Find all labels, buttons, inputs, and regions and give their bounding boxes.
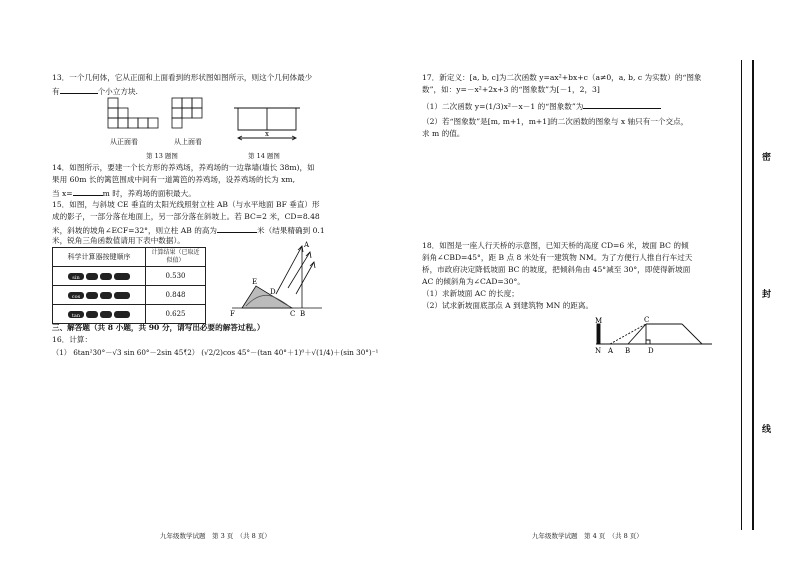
key-icon (100, 292, 112, 299)
key-icon (114, 273, 130, 280)
q13-line1: 13．一个几何体，它从正面和上面看到的形状图如图所示，则这个几何体最少 (52, 73, 313, 82)
key-icon (114, 292, 130, 299)
svg-text:N: N (595, 347, 602, 355)
table-row: sin 0.530 (53, 267, 206, 286)
svg-text:B: B (625, 347, 631, 355)
left-page (0, 0, 390, 561)
figure-13-top-view (172, 98, 212, 138)
key-icon (86, 292, 98, 299)
answer-blank-14[interactable] (73, 186, 103, 196)
q14-line3: 当 x= m 时，养鸡场的面积最大。 (52, 186, 196, 200)
svg-text:A: A (608, 347, 614, 355)
seal-xian: 线 (762, 425, 772, 435)
calculator-table (52, 247, 206, 324)
seal-feng: 封 (762, 290, 772, 300)
figure-14-chicken-coop (234, 106, 300, 146)
key-fn: sin (68, 273, 84, 280)
key-fn: cos (68, 292, 84, 299)
fig14-x-label: x (265, 130, 269, 138)
svg-text:D: D (270, 288, 276, 296)
q15-line1: 15．如图，与斜坡 CE 垂直的太阳光线照射立柱 AB（与水平地面 BF 垂直）形 (52, 200, 320, 209)
q18-line1: 18．如图是一座人行天桥的示意图，已知天桥的高度 CD=6 米，坡面 BC 的倾 (422, 241, 689, 250)
q18-line2: 斜角∠CBD=45°，距 B 点 8 米处有一建筑物 NM。为了方便行人推自行车过天 (422, 253, 693, 262)
q18-line3: 桥，市政府决定降低坡面 BC 的坡度，把倾斜角由 45°减至 30°，即使得新坡面 (422, 265, 691, 274)
figure-18-footbridge (594, 314, 714, 356)
q17-part2: （2）若“图象数”是[m, m+1，m+1]的二次函数的图象与 x 轴只有一个交点， (422, 117, 689, 126)
q17-line1: 17．新定义：[a, b, c]为二次函数 y=ax²+bx+c（a≠0，a, b, c 为实数）的“图象 (422, 73, 702, 82)
q13-line2: 有 个小立方块. (52, 84, 138, 98)
q18-part2: （2）试求新坡面底部点 A 到建筑物 MN 的距离。 (422, 301, 594, 310)
table-header-result: 计算结果（已取近似值） (146, 248, 206, 267)
q18-part1: （1）求新坡面 AC 的长度； (422, 289, 519, 298)
seal-line-inner (741, 60, 742, 530)
svg-text:F: F (230, 310, 235, 318)
left-footer: 九年级数学试题 第 3 页 （共 8 页） (160, 532, 271, 540)
q16-part2: （2） (√2/2)cos 45°－(tan 40°＋1)⁰＋√(1/4)＋(sin 30°)⁻¹ (180, 348, 379, 357)
table-row: cos 0.848 (53, 286, 206, 305)
seal-line-outer (752, 60, 754, 530)
q17-line2: 数”，如：y=－x²+2x+3 的“图象数”为[－1，2，3] (422, 85, 600, 94)
figure-13-front-view (108, 98, 168, 138)
fig14-caption: 第 14 题图 (248, 152, 280, 160)
key-icon (86, 311, 98, 318)
svg-text:E: E (252, 278, 258, 286)
key-fn: tan (68, 311, 84, 318)
section-3-heading: 三、解答题（共 8 小题，共 90 分，请写出必要的解答过程。） (52, 323, 265, 332)
table-row: tan 0.625 (53, 305, 206, 324)
q15-line4: 米，锐角三角函数值请用下表中数据）。 (52, 236, 185, 245)
q16-part1: （1） 6tan²30°－√3 sin 60°－2sin 45° (52, 348, 187, 357)
right-footer: 九年级数学试题 第 4 页 （共 8 页） (532, 532, 643, 540)
seal-mi: 密 (762, 153, 772, 163)
q17-part1: （1）二次函数 y=(1/3)x²－x－1 的“图象数”为 (422, 99, 661, 113)
svg-text:B: B (300, 310, 306, 318)
fig13-top-label: 从上面看 (174, 138, 202, 146)
q16-heading: 16．计算： (52, 335, 93, 344)
table-header-keys: 科学计算器按键顺序 (53, 248, 146, 267)
q14-line2: 果用 60m 长的篱笆围成中间有一道篱笆的养鸡场，设养鸡场的长为 xm, (52, 175, 296, 184)
svg-text:D: D (648, 347, 654, 355)
key-icon (86, 273, 98, 280)
figure-15-pole-shadow (226, 238, 326, 318)
q17-part2b: 求 m 的值。 (422, 129, 465, 138)
answer-blank-13[interactable] (60, 84, 98, 94)
fig13-caption: 第 13 题图 (146, 152, 178, 160)
right-page (400, 0, 740, 561)
key-icon (100, 311, 112, 318)
svg-text:M: M (595, 317, 603, 325)
q14-line1: 14．如图所示，要建一个长方形的养鸡场，养鸡场的一边靠墙(墙长 38m)，如 (52, 163, 315, 172)
q18-line4: AC 的倾斜角为∠CAD=30°。 (422, 277, 525, 286)
svg-text:C: C (644, 316, 650, 324)
fig13-front-label: 从正面看 (110, 138, 138, 146)
svg-text:A: A (304, 241, 310, 249)
answer-blank-17[interactable] (583, 99, 661, 109)
key-icon (100, 273, 112, 280)
svg-text:C: C (290, 310, 296, 318)
answer-blank-15[interactable] (217, 223, 257, 233)
q15-line3: 米，斜坡的坡角∠ECF=32°，则立柱 AB 的高为 米（结果精确到 0.1 (52, 223, 325, 237)
key-icon (114, 311, 130, 318)
q15-line2: 成的影子，一部分落在地面上，另一部分落在斜坡上。若 BC=2 米，CD=8.48 (52, 212, 320, 221)
